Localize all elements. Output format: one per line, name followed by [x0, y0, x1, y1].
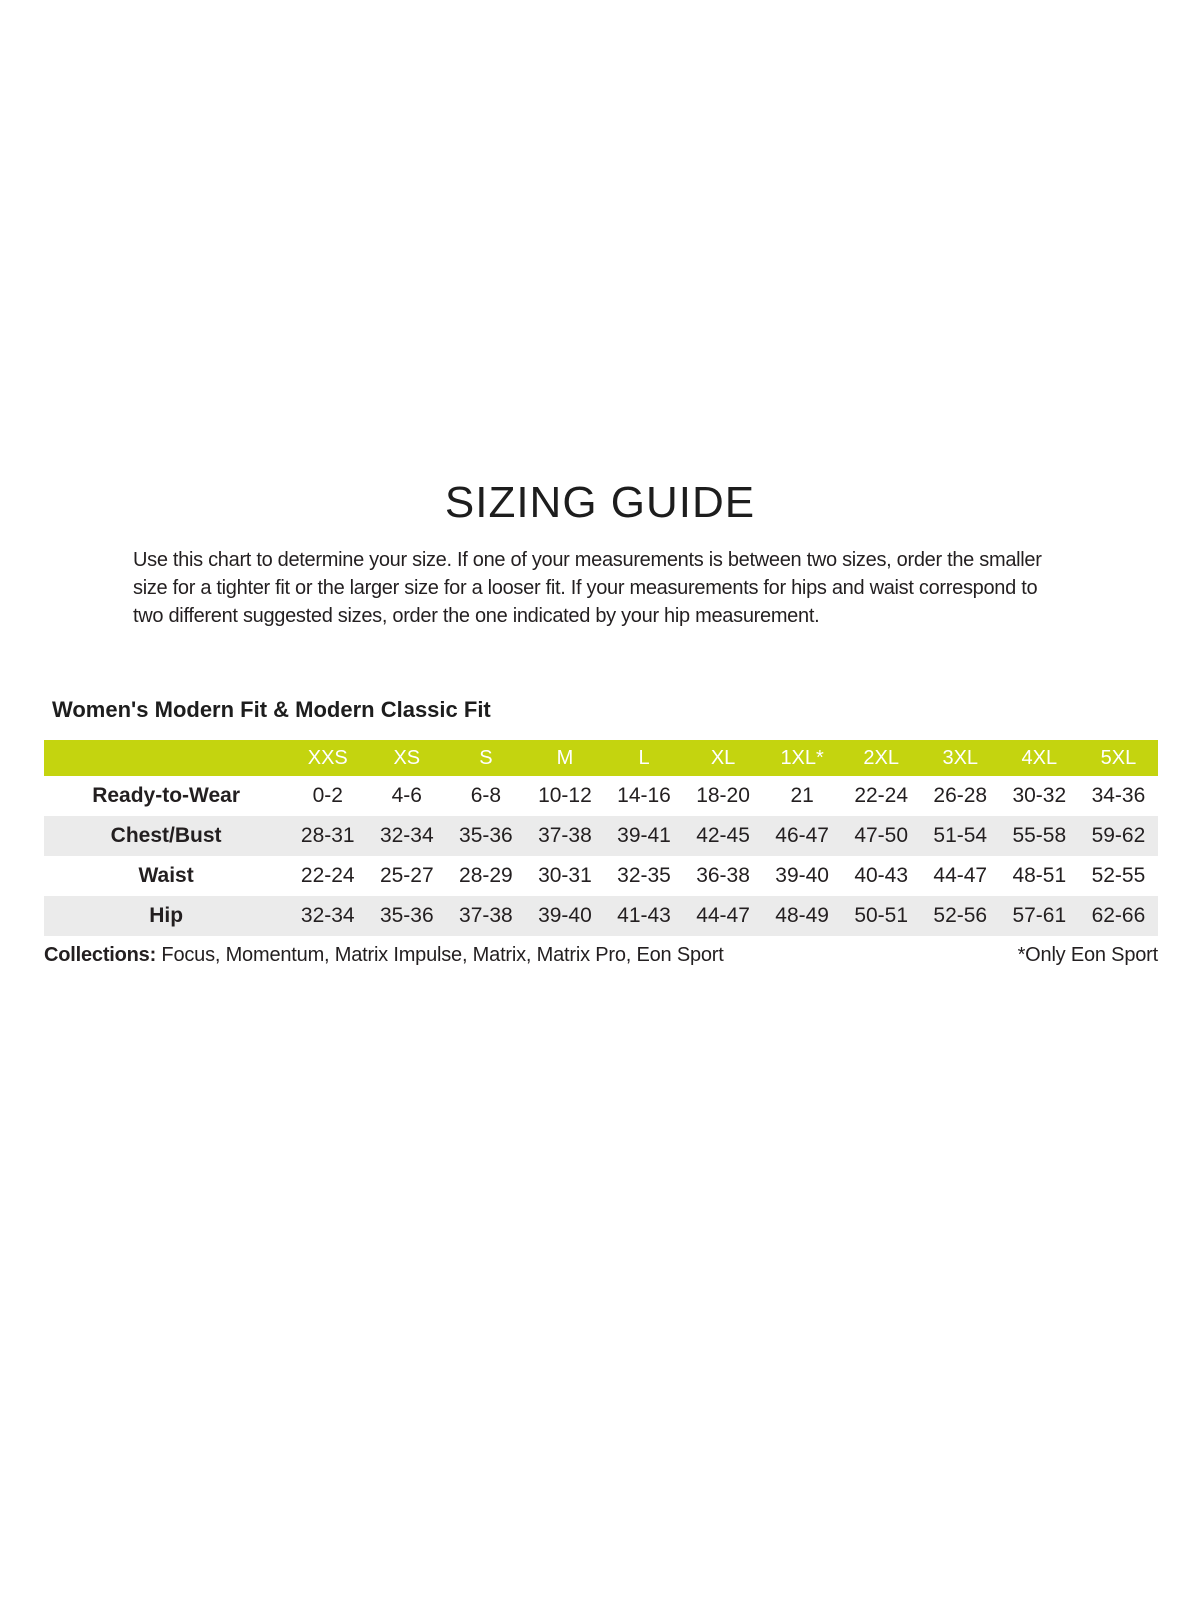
- table-row: [44, 896, 1158, 936]
- size-column-header: 5XL: [1100, 746, 1137, 769]
- size-cell: 22-24: [854, 784, 909, 807]
- size-column-header: 1XL*: [780, 746, 824, 769]
- size-cell: 51-54: [933, 824, 988, 847]
- size-cell: 52-55: [1091, 864, 1146, 887]
- size-cell: 0-2: [312, 784, 343, 807]
- size-column-header: 2XL: [863, 746, 899, 769]
- size-column-header: M: [556, 746, 574, 769]
- size-cell: 41-43: [617, 904, 671, 927]
- size-cell: 28-29: [459, 864, 513, 887]
- size-cell: 39-41: [617, 824, 671, 847]
- intro-line: Use this chart to determine your size. If one of your measurements is between two sizes, order the smaller: [133, 549, 1042, 571]
- size-cell: 30-32: [1012, 784, 1067, 807]
- size-cell: 18-20: [696, 784, 750, 807]
- row-label: Chest/Bust: [110, 824, 222, 847]
- table-body: [44, 776, 1158, 936]
- size-cell: 39-40: [538, 904, 592, 927]
- size-cell: 55-58: [1012, 824, 1067, 847]
- table-header-row: [44, 740, 1158, 776]
- size-cell: 48-51: [1012, 864, 1067, 887]
- size-cell: 57-61: [1012, 904, 1067, 927]
- size-cell: 30-31: [538, 864, 592, 887]
- size-cell: 32-35: [617, 864, 671, 887]
- size-cell: 14-16: [617, 784, 671, 807]
- size-cell: 36-38: [696, 864, 750, 887]
- size-cell: 37-38: [538, 824, 592, 847]
- size-cell: 25-27: [379, 864, 434, 887]
- size-cell: 52-56: [933, 904, 988, 927]
- size-cell: 40-43: [854, 864, 909, 887]
- row-label: Waist: [138, 864, 194, 887]
- size-cell: 44-47: [696, 904, 750, 927]
- size-cell: 35-36: [379, 904, 434, 927]
- size-column-header: L: [638, 746, 650, 769]
- size-column-header: 4XL: [1021, 746, 1058, 769]
- size-cell: 42-45: [696, 824, 750, 847]
- intro-line: size for a tighter fit or the larger size for a looser fit. If your measurements for hips and waist correspond to: [133, 577, 1038, 599]
- size-cell: 4-6: [391, 784, 422, 807]
- collections-text: [44, 944, 724, 967]
- table-row: [44, 776, 1158, 816]
- size-cell: 26-28: [933, 784, 988, 807]
- size-cell: 62-66: [1091, 904, 1146, 927]
- corner-cell: [44, 740, 288, 776]
- size-cell: 21: [790, 784, 814, 807]
- size-column-header: XS: [393, 746, 421, 769]
- size-cell: 50-51: [854, 904, 909, 927]
- row-label: Hip: [149, 904, 184, 927]
- intro-paragraph: [133, 546, 1183, 630]
- size-cell: 35-36: [459, 824, 513, 847]
- size-column-header: XL: [710, 746, 736, 769]
- size-cell: 6-8: [470, 784, 502, 807]
- size-column-header: S: [479, 746, 493, 769]
- page-title: SIZING GUIDE: [444, 478, 756, 527]
- size-cell: 39-40: [775, 864, 829, 887]
- size-cell: 47-50: [854, 824, 909, 847]
- size-cell: 22-24: [300, 864, 355, 887]
- size-cell: 46-47: [775, 824, 829, 847]
- size-cell: 48-49: [775, 904, 829, 927]
- row-label: Ready-to-Wear: [92, 784, 241, 807]
- sizing-table: [44, 740, 1158, 936]
- collections-label: Collections:: [44, 944, 157, 966]
- size-cell: 44-47: [933, 864, 988, 887]
- table-row: [44, 856, 1158, 896]
- footnote: *Only Eon Sport: [1017, 944, 1158, 966]
- size-cell: 32-34: [300, 904, 355, 927]
- section-heading: Women's Modern Fit & Modern Classic Fit: [52, 697, 491, 722]
- size-column-header: 3XL: [942, 746, 979, 769]
- table-row: [44, 816, 1158, 856]
- size-cell: 59-62: [1091, 824, 1146, 847]
- size-cell: 10-12: [538, 784, 592, 807]
- size-cell: 28-31: [300, 824, 355, 847]
- size-cell: 34-36: [1091, 784, 1146, 807]
- collections-list: Focus, Momentum, Matrix Impulse, Matrix, Matrix Pro, Eon Sport: [161, 944, 724, 966]
- collections-note: [44, 944, 1158, 967]
- intro-line: two different suggested sizes, order the one indicated by your hip measurement.: [133, 605, 820, 627]
- size-cell: 37-38: [459, 904, 513, 927]
- size-column-header: XXS: [307, 746, 348, 769]
- size-cell: 32-34: [379, 824, 434, 847]
